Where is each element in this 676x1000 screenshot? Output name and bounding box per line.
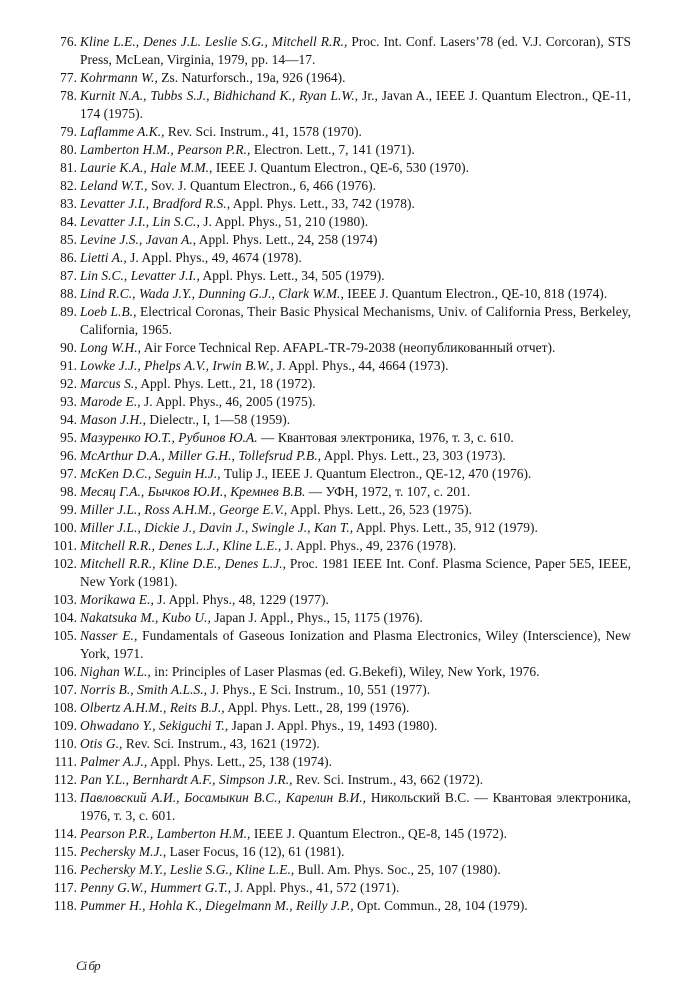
reference-number: 115. — [53, 844, 77, 859]
reference-source: Zs. Naturforsch., 19a, 926 (1964). — [157, 70, 346, 85]
reference-source: J. Appl. Phys., 44, 4664 (1973). — [273, 358, 449, 373]
reference-number: 81. — [60, 160, 77, 175]
reference-item — [60, 267, 631, 285]
reference-source: Appl. Phys. Lett., 35, 912 (1979). — [353, 520, 538, 535]
reference-item — [60, 303, 631, 339]
reference-item — [60, 411, 631, 429]
reference-number: 98. — [60, 484, 77, 499]
reference-item — [53, 699, 631, 717]
reference-number: 87. — [60, 268, 77, 283]
reference-number: 109. — [53, 718, 77, 733]
reference-item — [60, 429, 631, 447]
reference-number: 112. — [53, 772, 77, 787]
reference-number: 104. — [53, 610, 77, 625]
reference-item — [53, 861, 631, 879]
reference-item — [60, 393, 631, 411]
reference-source: Fundamentals of Gaseous Ionization and Plasma Electronics, Wiley (Interscience), New York, 1971. — [80, 628, 631, 661]
reference-source: IEEE J. Quantum Electron., QE-10, 818 (1974). — [343, 286, 608, 301]
reference-authors: Norris B., Smith A.L.S., — [80, 682, 208, 697]
reference-number: 76. — [60, 34, 77, 49]
reference-item — [53, 555, 631, 591]
reference-source: Tulip J., IEEE J. Quantum Electron., QE-12, 470 (1976). — [220, 466, 532, 481]
reference-authors: Marode E., — [80, 394, 141, 409]
reference-number: 99. — [60, 502, 77, 517]
reference-source: IEEE J. Quantum Electron., QE-8, 145 (1972). — [250, 826, 508, 841]
reference-number: 96. — [60, 448, 77, 463]
reference-source: Proc. Int. Conf. Lasers’78 (ed. V.J. Corcoran), STS Press, McLean, Virginia, 1979, pp. 14—17. — [80, 34, 631, 67]
reference-authors: Nighan W.L., — [80, 664, 151, 679]
reference-authors: McKen D.C., Seguin H.J., — [80, 466, 221, 481]
reference-item — [60, 159, 631, 177]
reference-authors: Miller J.L., Dickie J., Davin J., Swingle J., Kan T., — [80, 520, 354, 535]
reference-item — [53, 519, 631, 537]
reference-authors: Levatter J.I., Bradford R.S., — [80, 196, 231, 211]
reference-source: IEEE J. Quantum Electron., QE-6, 530 (1970). — [212, 160, 470, 175]
page-footer-mark: Cі бр — [76, 958, 100, 973]
reference-authors: Morikawa E., — [80, 592, 154, 607]
reference-number: 111. — [54, 754, 77, 769]
reference-authors: Lind R.C., Wada J.Y., Dunning G.J., Clark W.M., — [80, 286, 344, 301]
reference-item — [53, 663, 631, 681]
reference-source: Appl. Phys. Lett., 26, 523 (1975). — [287, 502, 473, 517]
reference-source: J. Appl. Phys., 51, 210 (1980). — [199, 214, 369, 229]
reference-number: 105. — [53, 628, 77, 643]
reference-authors: Lin S.C., Levatter J.I., — [80, 268, 200, 283]
reference-item — [53, 537, 631, 555]
reference-source: Никольский В.С. — Квантовая электроника, 1976, т. 3, с. 601. — [80, 790, 631, 823]
reference-source: Japan J. Appl. Phys., 19, 1493 (1980). — [228, 718, 438, 733]
reference-source: Laser Focus, 16 (12), 61 (1981). — [166, 844, 345, 859]
reference-number: 117. — [53, 880, 77, 895]
reference-number: 100. — [53, 520, 77, 535]
reference-authors: Mitchell R.R., Denes L.J., Kline L.E., — [80, 538, 282, 553]
reference-authors: Kohrmann W., — [80, 70, 158, 85]
reference-number: 79. — [60, 124, 77, 139]
reference-item — [60, 123, 631, 141]
reference-source: Dielectr., I, 1—58 (1959). — [146, 412, 291, 427]
reference-item — [53, 897, 631, 915]
reference-source: J. Appl. Phys., 48, 1229 (1977). — [153, 592, 329, 607]
reference-source: Appl. Phys. Lett., 23, 303 (1973). — [321, 448, 506, 463]
reference-authors: Laflamme A.K., — [80, 124, 165, 139]
reference-item — [60, 33, 631, 69]
reference-item — [60, 195, 631, 213]
reference-item — [60, 231, 631, 249]
reference-authors: Mason J.H., — [80, 412, 147, 427]
reference-number: 95. — [60, 430, 77, 445]
reference-source: — УФН, 1972, т. 107, с. 201. — [305, 484, 471, 499]
reference-item — [60, 213, 631, 231]
reference-authors: Long W.H., — [80, 340, 142, 355]
reference-number: 88. — [60, 286, 77, 301]
reference-source: Appl. Phys. Lett., 21, 18 (1972). — [137, 376, 316, 391]
reference-source: in: Principles of Laser Plasmas (ed. G.Bekefi), Wiley, New York, 1976. — [150, 664, 540, 679]
reference-item — [60, 69, 631, 87]
reference-item — [54, 753, 631, 771]
reference-number: 84. — [60, 214, 77, 229]
reference-source: Electron. Lett., 7, 141 (1971). — [250, 142, 415, 157]
reference-source: Rev. Sci. Instrum., 43, 662 (1972). — [292, 772, 484, 787]
reference-item — [60, 447, 631, 465]
reference-source: Sov. J. Quantum Electron., 6, 466 (1976). — [147, 178, 377, 193]
reference-number: 107. — [53, 682, 77, 697]
reference-authors: Loeb L.B., — [80, 304, 137, 319]
reference-authors: Pan Y.L., Bernhardt A.F., Simpson J.R., — [80, 772, 293, 787]
reference-item — [60, 483, 631, 501]
reference-authors: Lowke J.J., Phelps A.V., Irwin B.W., — [80, 358, 274, 373]
reference-source: Electrical Coronas, Their Basic Physical Mechanisms, Univ. of California Press, Berkeley, California, 1965. — [80, 304, 631, 337]
reference-item — [53, 771, 631, 789]
reference-number: 108. — [53, 700, 77, 715]
reference-source: Jr., Javan A., IEEE J. Quantum Electron., QE-11, 174 (1975). — [80, 88, 631, 121]
reference-source: J. Appl. Phys., 49, 2376 (1978). — [281, 538, 457, 553]
reference-source: Appl. Phys. Lett., 24, 258 (1974) — [196, 232, 378, 247]
reference-item — [60, 357, 631, 375]
reference-number: 93. — [60, 394, 77, 409]
reference-authors: Penny G.W., Hummert G.T., — [80, 880, 232, 895]
reference-item — [53, 789, 631, 825]
reference-number: 83. — [60, 196, 77, 211]
reference-authors: Мазуренко Ю.Т., Рубинов Ю.А. — [80, 430, 258, 445]
reference-authors: Lamberton H.M., Pearson P.R., — [80, 142, 251, 157]
reference-item — [53, 825, 631, 843]
reference-item — [53, 735, 631, 753]
reference-number: 85. — [60, 232, 77, 247]
reference-source: Rev. Sci. Instrum., 43, 1621 (1972). — [122, 736, 320, 751]
reference-item — [60, 177, 631, 195]
reference-item — [60, 465, 631, 483]
reference-number: 94. — [60, 412, 77, 427]
reference-number: 77. — [60, 70, 77, 85]
reference-authors: Levine J.S., Javan A., — [80, 232, 197, 247]
reference-number: 86. — [60, 250, 77, 265]
reference-authors: Palmer A.J., — [80, 754, 148, 769]
reference-item — [53, 627, 631, 663]
reference-source: — Квантовая электроника, 1976, т. 3, с. 610. — [257, 430, 514, 445]
reference-authors: Lietti A., — [80, 250, 127, 265]
reference-number: 78. — [60, 88, 77, 103]
reference-authors: Nakatsuka M., Kubo U., — [80, 610, 211, 625]
reference-authors: Otis G., — [80, 736, 123, 751]
reference-authors: Месяц Г.А., Бычков Ю.И., Кремнев В.В. — [80, 484, 306, 499]
reference-source: J. Appl. Phys., 46, 2005 (1975). — [140, 394, 316, 409]
reference-authors: Ohwadano Y., Sekiguchi T., — [80, 718, 229, 733]
reference-authors: Nasser E., — [80, 628, 138, 643]
reference-number: 97. — [60, 466, 77, 481]
reference-authors: Pummer H., Hohla K., Diegelmann M., Reilly J.P., — [80, 898, 354, 913]
reference-source: Appl. Phys. Lett., 25, 138 (1974). — [147, 754, 333, 769]
reference-number: 80. — [60, 142, 77, 157]
reference-item — [60, 375, 631, 393]
reference-authors: Pearson P.R., Lamberton H.M., — [80, 826, 251, 841]
reference-source: J. Appl. Phys., 41, 572 (1971). — [231, 880, 400, 895]
reference-source: Appl. Phys. Lett., 28, 199 (1976). — [224, 700, 410, 715]
reference-authors: Olbertz A.H.M., Reits B.J., — [80, 700, 225, 715]
reference-authors: Miller J.L., Ross A.H.M., George E.V., — [80, 502, 288, 517]
reference-number: 82. — [60, 178, 77, 193]
reference-authors: McArthur D.A., Miller G.H., Tollefsrud P.B., — [80, 448, 321, 463]
reference-source: Rev. Sci. Instrum., 41, 1578 (1970). — [164, 124, 362, 139]
reference-number: 110. — [53, 736, 77, 751]
reference-authors: Laurie K.A., Hale M.M., — [80, 160, 213, 175]
reference-item — [60, 339, 631, 357]
reference-number: 92. — [60, 376, 77, 391]
reference-number: 116. — [53, 862, 77, 877]
reference-item — [53, 843, 631, 861]
reference-number: 101. — [53, 538, 77, 553]
reference-item — [60, 285, 631, 303]
reference-source: J. Phys., E Sci. Instrum., 10, 551 (1977). — [207, 682, 431, 697]
reference-item — [53, 681, 631, 699]
reference-item — [53, 717, 631, 735]
reference-authors: Levatter J.I., Lin S.C., — [80, 214, 200, 229]
reference-item — [60, 249, 631, 267]
reference-source: Air Force Technical Rep. AFAPL-TR-79-2038 (неопубликованный отчет). — [141, 340, 556, 355]
reference-list — [0, 33, 676, 915]
reference-item — [53, 591, 631, 609]
reference-number: 102. — [53, 556, 77, 571]
reference-authors: Mitchell R.R., Kline D.E., Denes L.J., — [80, 556, 286, 571]
reference-authors: Павловский А.И., Босамыкин В.С., Карелин В.И., — [80, 790, 367, 805]
reference-item — [60, 87, 631, 123]
reference-item — [53, 609, 631, 627]
reference-authors: Kurnit N.A., Tubbs S.J., Bidhichand K., Ryan L.W., — [80, 88, 359, 103]
reference-item — [60, 141, 631, 159]
reference-number: 113. — [53, 790, 77, 805]
reference-source: Appl. Phys. Lett., 33, 742 (1978). — [230, 196, 415, 211]
reference-authors: Pechersky M.Y., Leslie S.G., Kline L.E., — [80, 862, 295, 877]
reference-source: Opt. Commun., 28, 104 (1979). — [353, 898, 528, 913]
reference-item — [60, 501, 631, 519]
reference-number: 114. — [53, 826, 77, 841]
reference-number: 118. — [53, 898, 77, 913]
reference-number: 106. — [53, 664, 77, 679]
reference-authors: Pechersky M.J., — [80, 844, 167, 859]
reference-authors: Kline L.E., Denes J.L. Leslie S.G., Mitchell R.R., — [80, 34, 348, 49]
reference-source: Appl. Phys. Lett., 34, 505 (1979). — [199, 268, 385, 283]
reference-source: J. Appl. Phys., 49, 4674 (1978). — [126, 250, 302, 265]
reference-authors: Marcus S., — [80, 376, 138, 391]
reference-number: 90. — [60, 340, 77, 355]
reference-source: Japan J. Appl., Phys., 15, 1175 (1976). — [210, 610, 423, 625]
reference-authors: Leland W.T., — [80, 178, 148, 193]
reference-source: Proc. 1981 IEEE Int. Conf. Plasma Science, Paper 5E5, IEEE, New York (1981). — [80, 556, 631, 589]
reference-source: Bull. Am. Phys. Soc., 25, 107 (1980). — [294, 862, 501, 877]
reference-number: 103. — [53, 592, 77, 607]
reference-number: 89. — [60, 304, 77, 319]
reference-number: 91. — [60, 358, 77, 373]
reference-item — [53, 879, 631, 897]
